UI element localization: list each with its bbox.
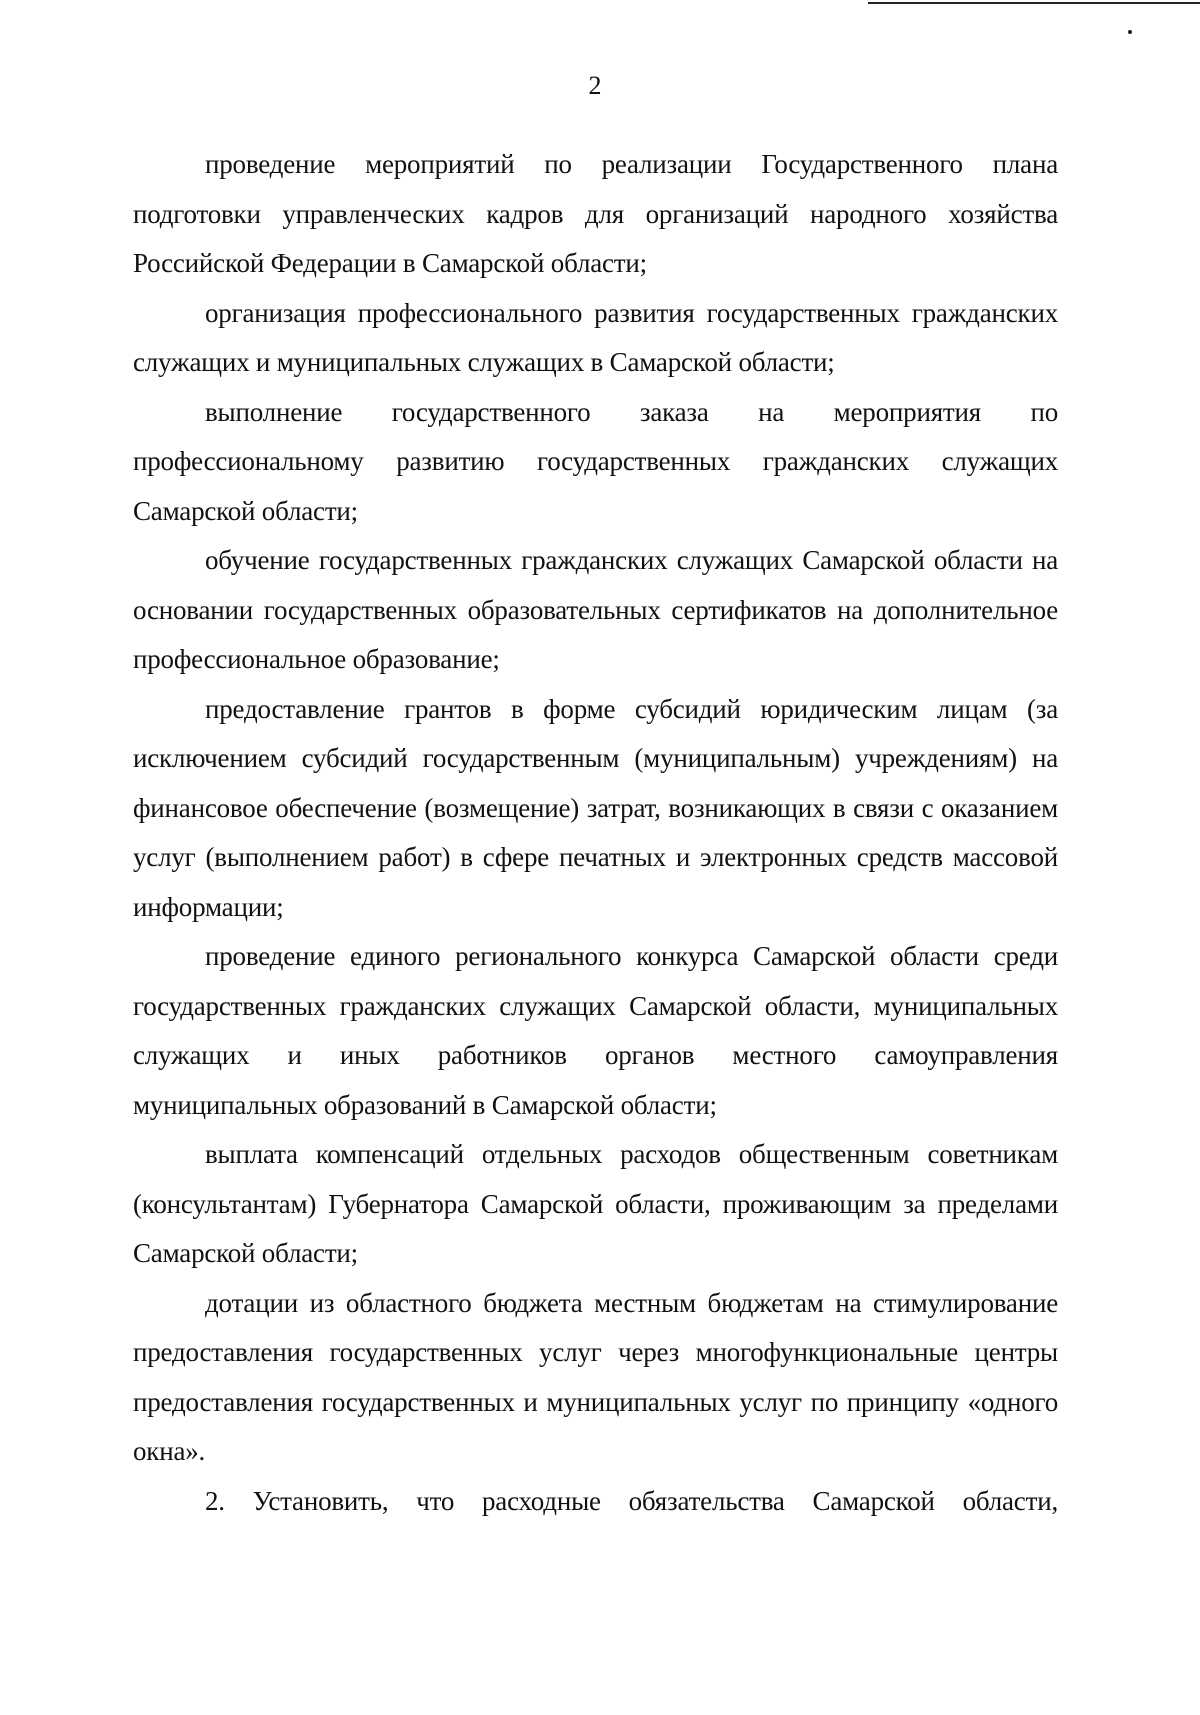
paragraph-list-item: организация профессионального развития государственных гражданских служащих и муниципальных служащих в Самарской области; <box>133 297 1058 377</box>
document-body <box>133 140 1058 1526</box>
paragraph-list-item: выполнение государственного заказа на мероприятия по профессиональному развитию государственных гражданских служащих Самарской области; <box>133 396 1058 526</box>
paragraph-list-item: проведение единого регионального конкурса Самарской области среди государственных гражданских служащих Самарской области, муниципальных служащих и иных работников органов местного самоуправления муниципальных образований в Самарской области; <box>133 941 1058 1120</box>
scan-dot <box>1128 30 1132 34</box>
paragraph-list-item: проведение мероприятий по реализации Государственного плана подготовки управленческих кадров для организаций народного хозяйства Российской Федерации в Самарской области; <box>133 149 1058 278</box>
paragraph-list-item: обучение государственных гражданских служащих Самарской области на основании государственных образовательных сертификатов на дополнительное профессиональное образование; <box>133 545 1058 674</box>
page-number: 2 <box>588 71 602 100</box>
scan-edge-line <box>868 2 1200 4</box>
paragraph-list-item: предоставление грантов в форме субсидий юридическим лицам (за исключением субсидий государственным (муниципальным) учреждениям) на финансовое обеспечение (возмещение) затрат, возникающих в связи с оказанием услуг (выполнением работ) в сфере печатных и электронных средств массовой информации; <box>133 693 1058 922</box>
paragraph-list-item: дотации из областного бюджета местным бюджетам на стимулирование предоставления государственных услуг через многофункциональные центры предоставления государственных и муниципальных услуг по принципу «одного окна». <box>133 1287 1058 1466</box>
paragraph-clause-2: 2. Установить, что расходные обязательства Самарской области, <box>205 1485 1058 1516</box>
paragraph-list-item: выплата компенсаций отдельных расходов общественным советникам (консультантам) Губернатора Самарской области, проживающим за пределами Самарской области; <box>133 1139 1058 1268</box>
